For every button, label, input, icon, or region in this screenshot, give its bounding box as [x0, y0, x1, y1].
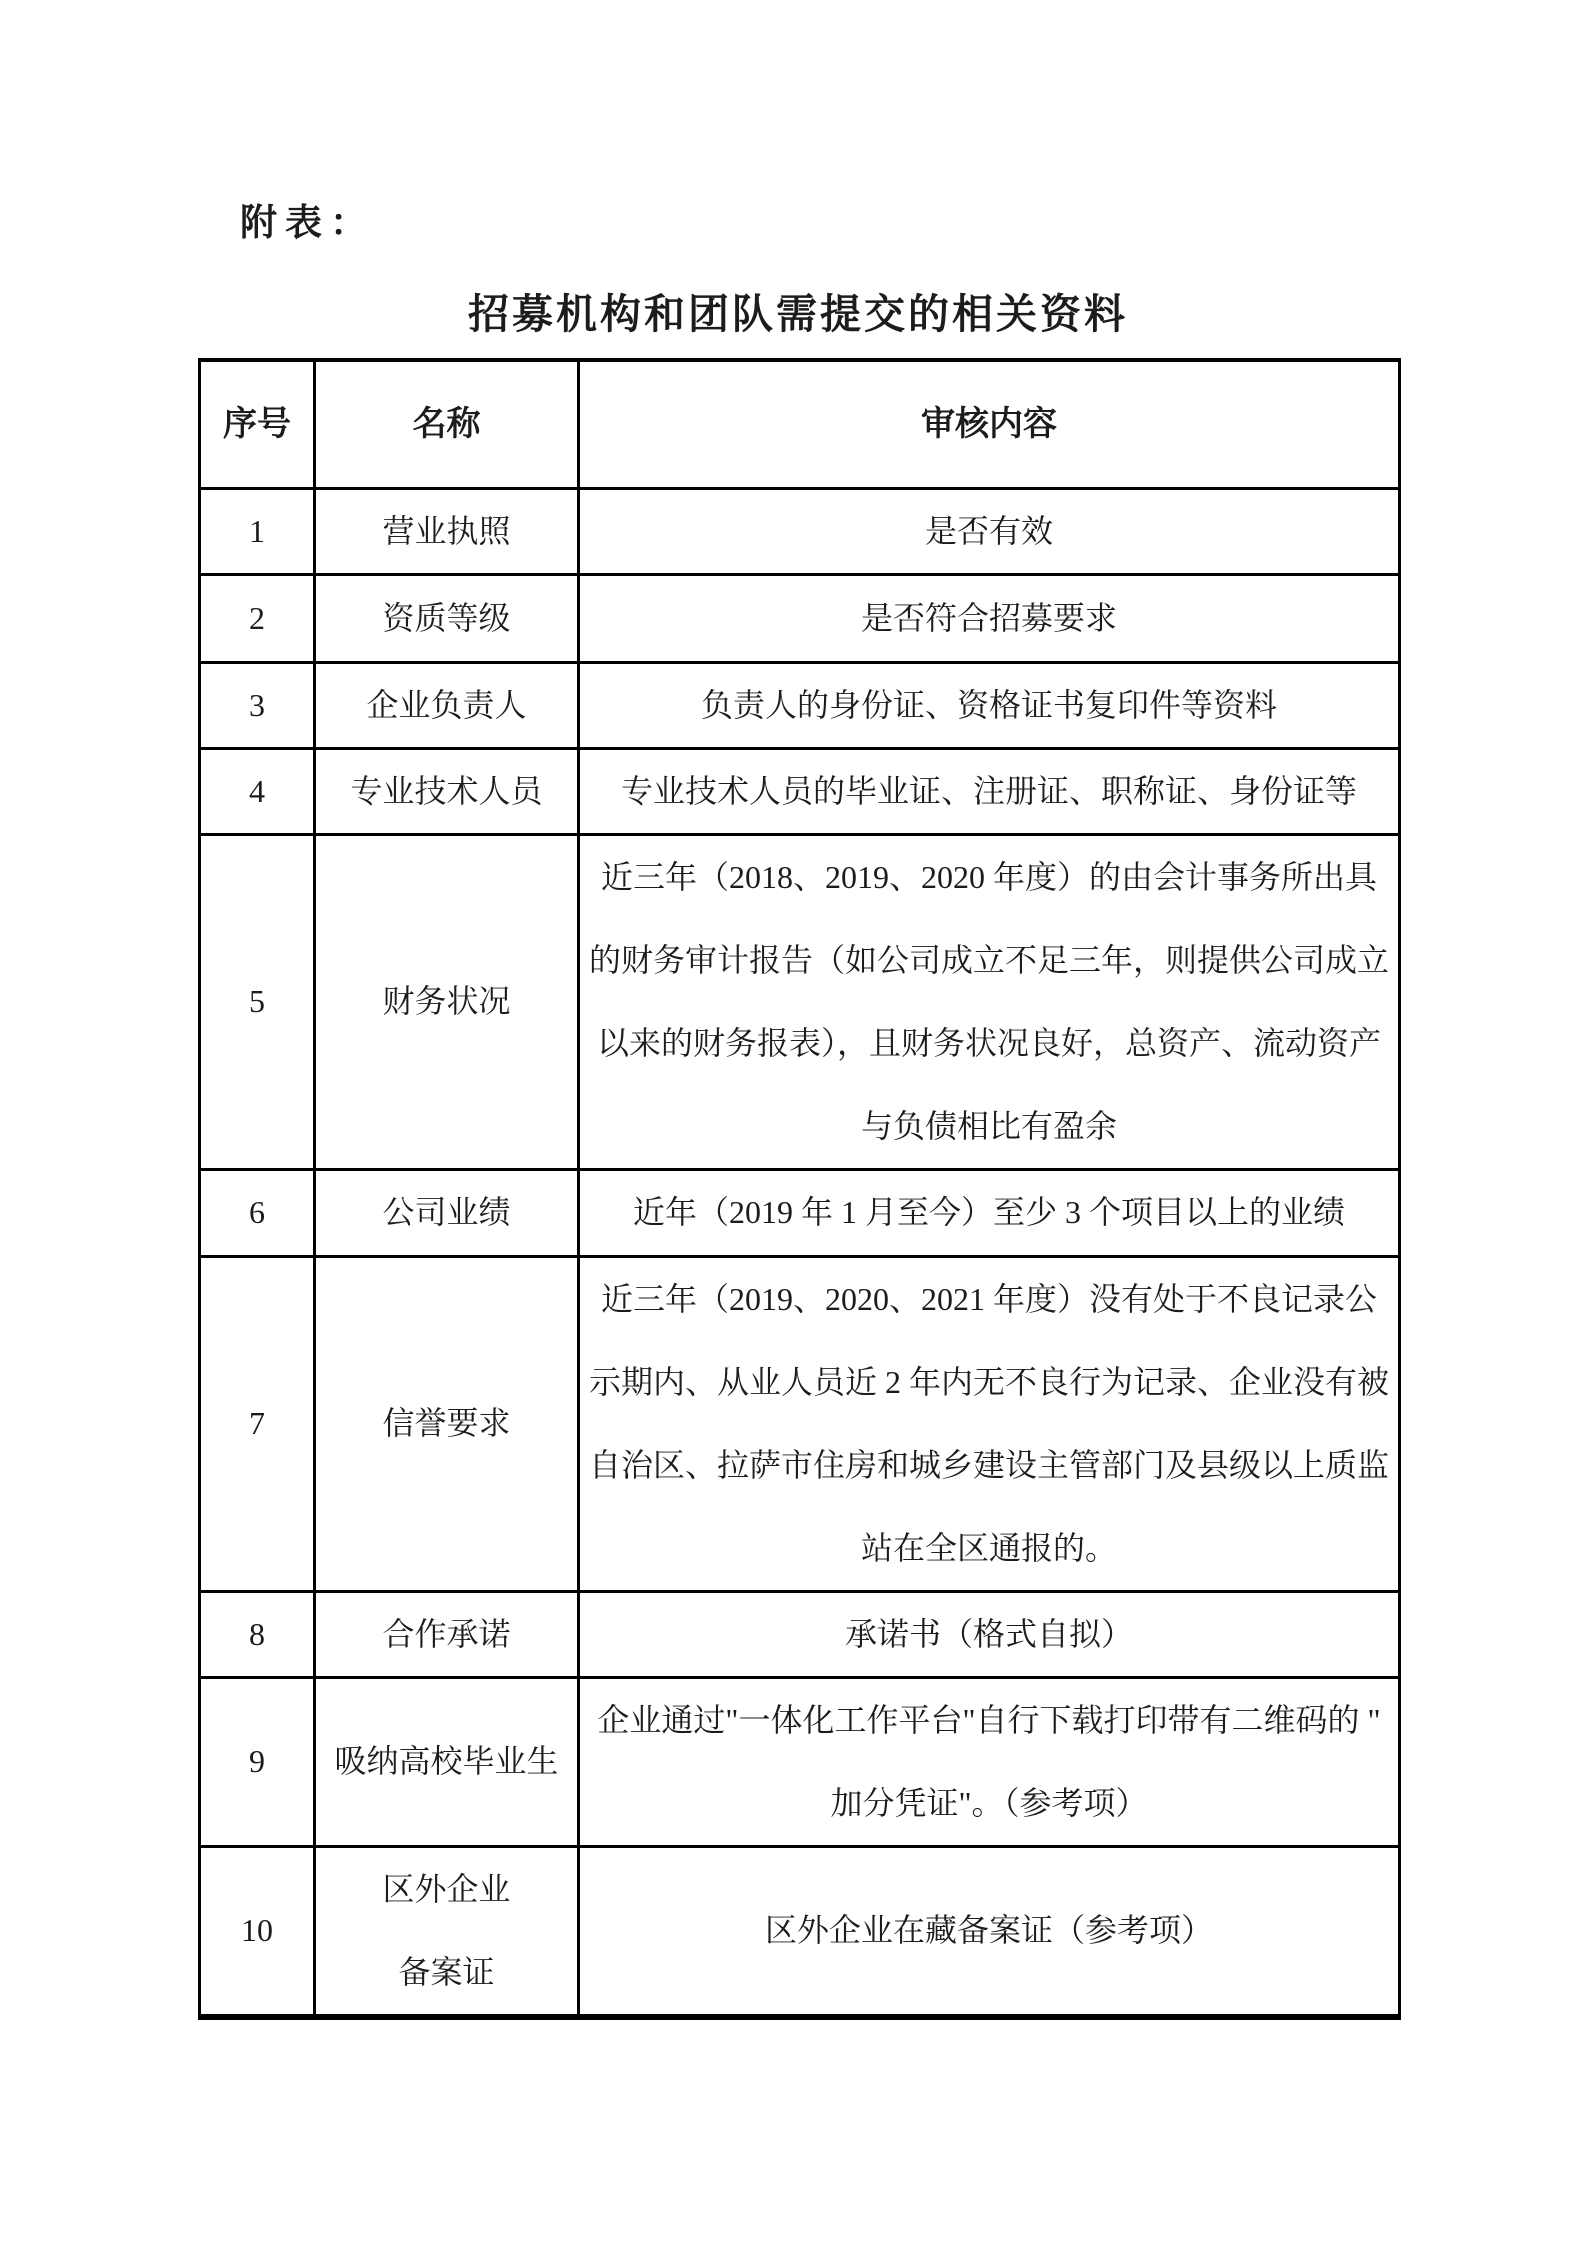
cell-content: 近年（2019 年 1 月至今）至少 3 个项目以上的业绩 — [579, 1169, 1400, 1256]
cell-num: 2 — [200, 574, 315, 662]
cell-name — [315, 1846, 579, 2017]
cell-content: 是否有效 — [579, 488, 1400, 574]
table-row — [200, 574, 1400, 662]
cell-num: 8 — [200, 1591, 315, 1677]
materials-table — [198, 358, 1401, 2020]
table-row — [200, 488, 1400, 574]
cell-num: 4 — [200, 748, 315, 834]
table-row — [200, 834, 1400, 1169]
cell-name: 资质等级 — [315, 574, 579, 662]
cell-name: 吸纳高校毕业生 — [315, 1677, 579, 1846]
text-line: 与负债相比有盈余 — [860, 1107, 1117, 1144]
cell-content: 区外企业在藏备案证（参考项） — [579, 1846, 1400, 2017]
text-line: 备案证 — [398, 1953, 495, 1990]
header-row — [200, 360, 1400, 488]
cell-name: 营业执照 — [315, 488, 579, 574]
cell-content: 是否符合招募要求 — [579, 574, 1400, 662]
table-row — [200, 662, 1400, 748]
cell-name: 公司业绩 — [315, 1169, 579, 1256]
col-header-content: 审核内容 — [579, 360, 1400, 488]
cell-name: 财务状况 — [315, 834, 579, 1169]
appendix-label: 附表： — [240, 203, 375, 244]
text-line: 示期内、从业人员近 2 年内无不良行为记录、企业没有被 — [588, 1363, 1389, 1400]
cell-content: 承诺书（格式自拟） — [579, 1591, 1400, 1677]
text-line: 加分凭证"。（参考项） — [830, 1784, 1148, 1821]
table-row — [200, 1256, 1400, 1591]
cell-content — [579, 834, 1400, 1169]
cell-content — [579, 1677, 1400, 1846]
text-line: 站在全区通报的。 — [860, 1529, 1117, 1566]
cell-num: 9 — [200, 1677, 315, 1846]
text-line: 企业通过"一体化工作平台"自行下载打印带有二维码的 " — [597, 1701, 1381, 1738]
cell-content — [579, 1256, 1400, 1591]
cell-name: 企业负责人 — [315, 662, 579, 748]
text-line: 以来的财务报表），且财务状况良好，总资产、流动资产 — [596, 1024, 1381, 1061]
cell-name: 信誉要求 — [315, 1256, 579, 1591]
text-line: 近三年（2019、2020、2021 年度）没有处于不良记录公 — [600, 1280, 1377, 1317]
page-title: 招募机构和团队需提交的相关资料 — [468, 291, 1128, 337]
text-line: 自治区、拉萨市住房和城乡建设主管部门及县级以上质监 — [588, 1446, 1389, 1483]
cell-num: 6 — [200, 1169, 315, 1256]
cell-name: 专业技术人员 — [315, 748, 579, 834]
cell-num: 5 — [200, 834, 315, 1169]
cell-num: 7 — [200, 1256, 315, 1591]
table-row — [200, 748, 1400, 834]
text-line: 区外企业 — [382, 1870, 511, 1907]
text-line: 近三年（2018、2019、2020 年度）的由会计事务所出具 — [600, 858, 1377, 895]
cell-num: 10 — [200, 1846, 315, 2017]
cell-name: 合作承诺 — [315, 1591, 579, 1677]
cell-num: 1 — [200, 488, 315, 574]
table-row — [200, 1677, 1400, 1846]
cell-content: 负责人的身份证、资格证书复印件等资料 — [579, 662, 1400, 748]
table-row — [200, 1591, 1400, 1677]
col-header-name: 名称 — [315, 360, 579, 488]
cell-content: 专业技术人员的毕业证、注册证、职称证、身份证等 — [579, 748, 1400, 834]
col-header-num: 序号 — [200, 360, 315, 488]
table-row — [200, 1169, 1400, 1256]
table-row — [200, 1846, 1400, 2017]
cell-num: 3 — [200, 662, 315, 748]
text-line: 的财务审计报告（如公司成立不足三年，则提供公司成立 — [588, 941, 1389, 978]
